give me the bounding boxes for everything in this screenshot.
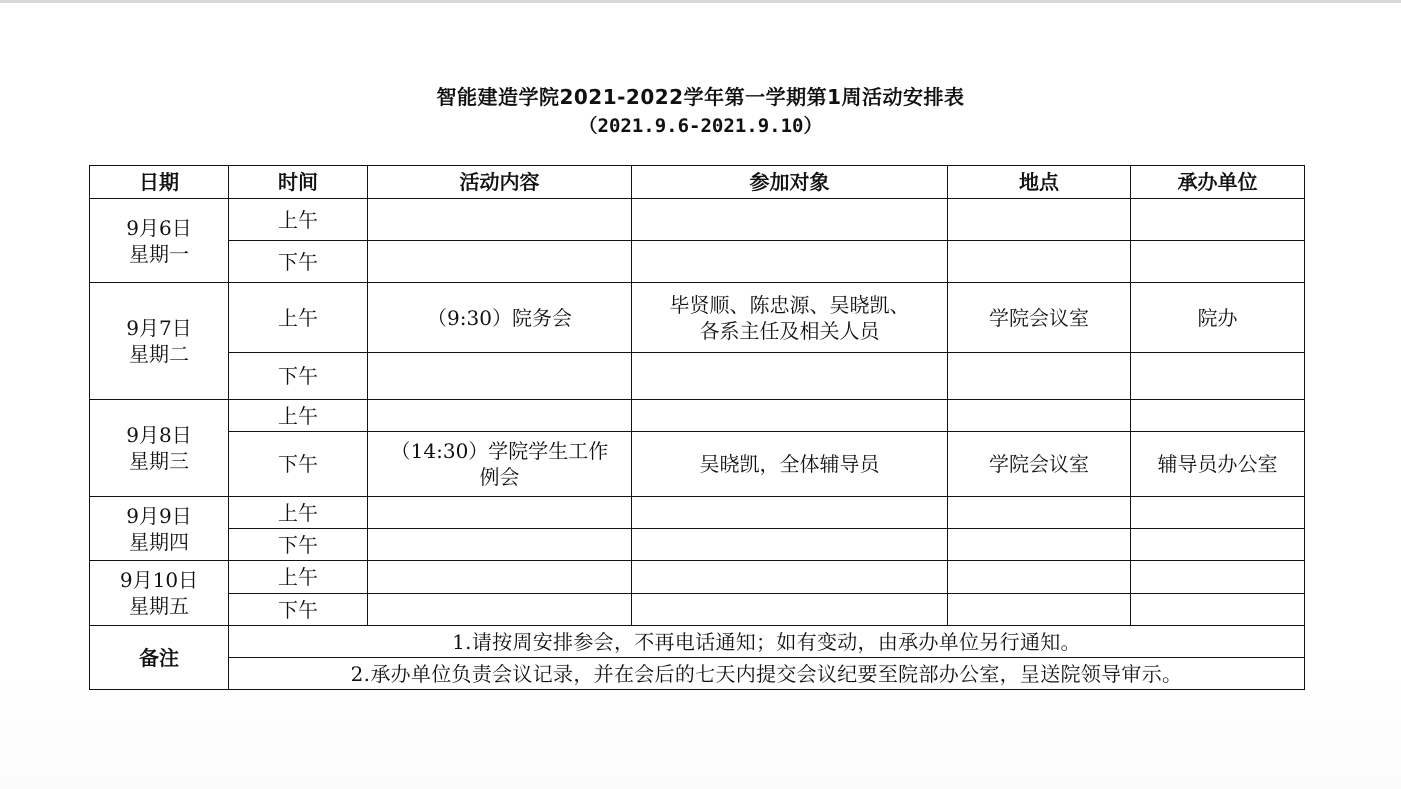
location-cell <box>948 241 1131 283</box>
table-row <box>90 400 1305 432</box>
notes-row <box>90 658 1305 690</box>
date-text: 9月6日 <box>126 215 192 240</box>
participants-cell <box>632 283 948 353</box>
organizer-cell <box>1131 199 1305 241</box>
weekday-text: 星期三 <box>129 449 189 473</box>
content-cell <box>368 353 632 400</box>
header-date: 日期 <box>90 166 229 199</box>
table-row <box>90 241 1305 283</box>
table-row <box>90 497 1305 529</box>
content-line: 例会 <box>479 465 520 489</box>
time-cell: 上午 <box>229 400 368 432</box>
participants-cell: 吴晓凯，全体辅导员 <box>632 432 948 497</box>
participants-line: 毕贤顺、陈忠源、吴晓凯、 <box>669 292 910 317</box>
header-location: 地点 <box>948 166 1131 199</box>
time-cell: 上午 <box>229 199 368 241</box>
weekday-text: 星期五 <box>129 594 189 618</box>
activity-schedule-table <box>89 165 1305 690</box>
date-cell-wednesday <box>90 400 229 497</box>
participants-line: 各系主任及相关人员 <box>699 318 880 343</box>
content-cell <box>368 529 632 561</box>
header-organizer: 承办单位 <box>1131 166 1305 199</box>
time-cell: 下午 <box>229 529 368 561</box>
organizer-cell <box>1131 529 1305 561</box>
content-cell <box>368 400 632 432</box>
note-item-1: 1.请按周安排参会，不再电话通知；如有变动，由承办单位另行通知。 <box>229 626 1305 658</box>
page-subtitle: （2021.9.6-2021.9.10） <box>578 115 823 137</box>
weekday-text: 星期四 <box>129 529 189 554</box>
location-cell <box>948 199 1131 241</box>
header-participants: 参加对象 <box>632 166 948 199</box>
organizer-cell: 院办 <box>1131 283 1305 353</box>
date-cell-tuesday <box>90 283 229 400</box>
organizer-cell <box>1131 241 1305 283</box>
location-cell: 学院会议室 <box>948 432 1131 497</box>
participants-cell <box>632 400 948 432</box>
location-cell <box>948 561 1131 594</box>
participants-cell <box>632 199 948 241</box>
page-top-border <box>0 0 1401 3</box>
content-cell <box>368 432 632 497</box>
table-row <box>90 199 1305 241</box>
content-cell <box>368 199 632 241</box>
location-cell <box>948 400 1131 432</box>
location-cell: 学院会议室 <box>948 283 1131 353</box>
location-cell <box>948 353 1131 400</box>
location-cell <box>948 497 1131 529</box>
participants-cell <box>632 561 948 594</box>
table-header-row <box>90 166 1305 199</box>
time-cell: 下午 <box>229 353 368 400</box>
participants-cell <box>632 497 948 529</box>
location-cell <box>948 529 1131 561</box>
participants-cell <box>632 594 948 626</box>
content-cell <box>368 497 632 529</box>
participants-cell <box>632 529 948 561</box>
weekday-text: 星期一 <box>129 241 189 266</box>
date-text: 9月7日 <box>126 316 192 340</box>
date-cell-friday <box>90 561 229 626</box>
table-row <box>90 283 1305 353</box>
date-text: 9月10日 <box>119 568 199 592</box>
time-cell: 上午 <box>229 283 368 353</box>
time-cell: 上午 <box>229 561 368 594</box>
organizer-cell <box>1131 594 1305 626</box>
page-bottom-area <box>0 673 1401 789</box>
location-cell <box>948 594 1131 626</box>
date-text: 9月8日 <box>126 423 192 447</box>
table-row <box>90 561 1305 594</box>
content-cell <box>368 561 632 594</box>
note-item-2: 2.承办单位负责会议记录，并在会后的七天内提交会议纪要至院部办公室，呈送院领导审示。 <box>229 658 1305 690</box>
organizer-cell: 辅导员办公室 <box>1131 432 1305 497</box>
time-cell: 下午 <box>229 432 368 497</box>
content-cell <box>368 241 632 283</box>
table-row <box>90 432 1305 497</box>
date-text: 9月9日 <box>126 503 192 528</box>
notes-row <box>90 626 1305 658</box>
header-content: 活动内容 <box>368 166 632 199</box>
content-cell <box>368 594 632 626</box>
page-title: 智能建造学院2021-2022学年第一学期第1周活动安排表 <box>436 85 965 109</box>
table-row <box>90 529 1305 561</box>
content-line: （14:30）学院学生工作 <box>390 439 609 463</box>
organizer-cell <box>1131 353 1305 400</box>
date-cell-thursday <box>90 497 229 561</box>
organizer-cell <box>1131 400 1305 432</box>
notes-label: 备注 <box>90 626 229 690</box>
header-time: 时间 <box>229 166 368 199</box>
organizer-cell <box>1131 497 1305 529</box>
table-row <box>90 353 1305 400</box>
organizer-cell <box>1131 561 1305 594</box>
time-cell: 下午 <box>229 241 368 283</box>
content-cell: （9:30）院务会 <box>368 283 632 353</box>
participants-cell <box>632 241 948 283</box>
table-row <box>90 594 1305 626</box>
time-cell: 上午 <box>229 497 368 529</box>
time-cell: 下午 <box>229 594 368 626</box>
weekday-text: 星期二 <box>129 342 189 366</box>
participants-cell <box>632 353 948 400</box>
date-cell-monday <box>90 199 229 283</box>
